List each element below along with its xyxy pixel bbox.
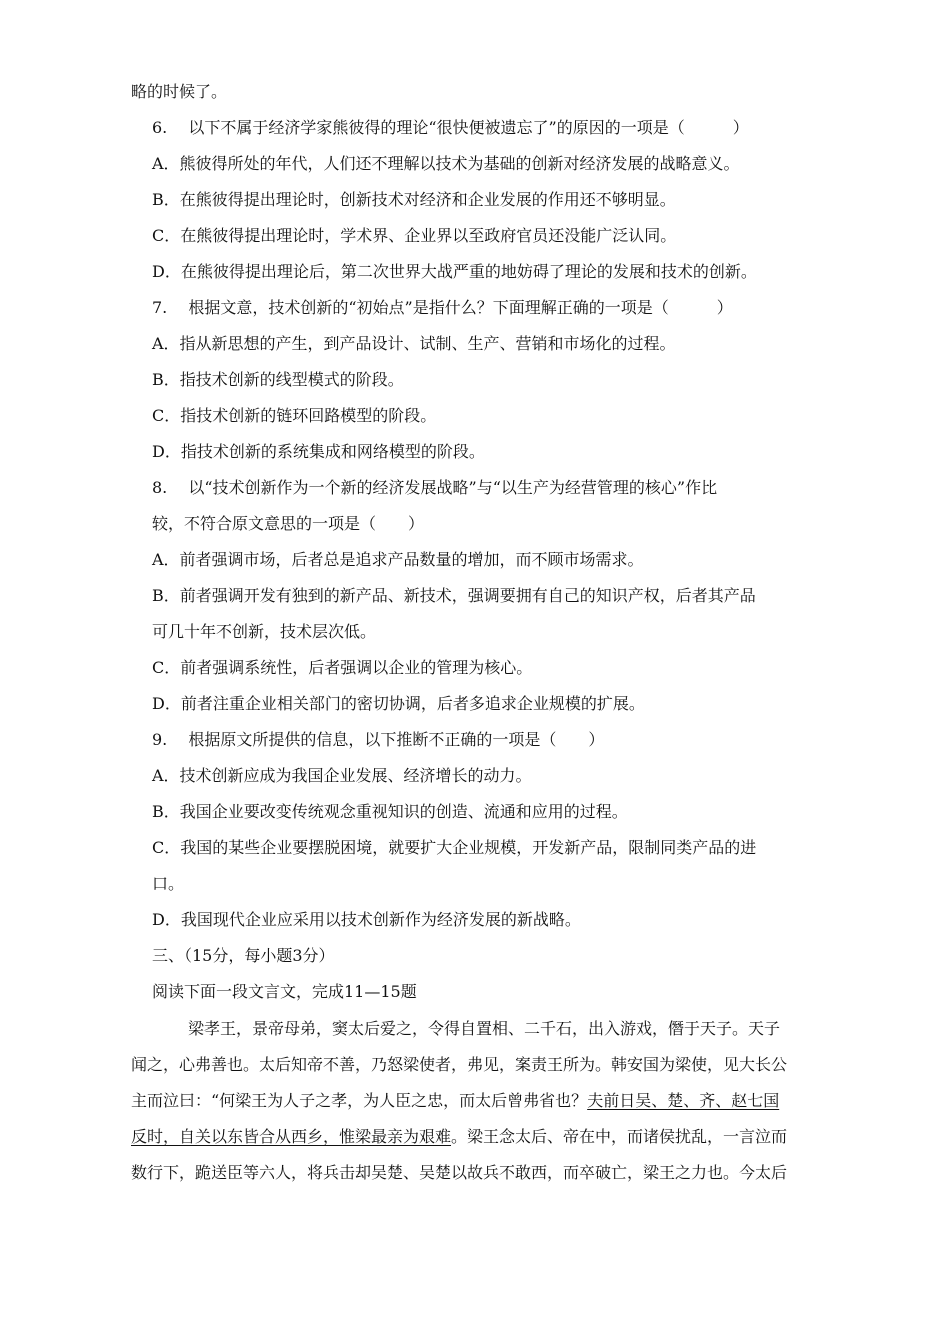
question-8-option-d: D．前者注重企业相关部门的密切协调，后者多追求企业规模的扩展。 [152, 694, 645, 713]
question-7-option-b: B．指技术创新的线型模式的阶段。 [152, 370, 404, 389]
question-9-stem: 9. 根据原文所提供的信息，以下推断不正确的一项是（ ） [152, 730, 605, 749]
question-8-stem-cont: 较，不符合原文意思的一项是（ ） [152, 514, 425, 533]
passage-line-2: 闻之，心弗善也。太后知帝不善，乃怒梁使者，弗见，案责王所为。韩安国为梁使，见大长公 [131, 1055, 788, 1074]
question-9-option-a: A．技术创新应成为我国企业发展、经济增长的动力。 [152, 766, 532, 785]
question-7-stem: 7. 根据文意，技术创新的“初始点”是指什么？下面理解正确的一项是（ ） [152, 298, 733, 317]
section-3-heading: 三、（15分，每小题3分） [152, 946, 335, 965]
text-line-continuation: 略的时候了。 [131, 82, 228, 101]
question-6-option-a: A．熊彼得所处的年代，人们还不理解以技术为基础的创新对经济发展的战略意义。 [152, 154, 740, 173]
question-7-option-d: D．指技术创新的系统集成和网络模型的阶段。 [152, 442, 485, 461]
passage-line-4 [131, 1127, 787, 1147]
underlined-sentence-part-2: 反时，自关以东皆合从西乡，惟梁最亲为艰难 [131, 1127, 452, 1146]
section-3-instruction: 阅读下面一段文言文，完成11—15题 [152, 982, 417, 1001]
question-8-option-a: A．前者强调市场，后者总是追求产品数量的增加，而不顾市场需求。 [152, 550, 644, 569]
question-8-option-b-cont: 可几十年不创新，技术层次低。 [152, 622, 377, 641]
question-9-option-d: D．我国现代企业应采用以技术创新作为经济发展的新战略。 [152, 910, 581, 929]
question-9-option-c: C．我国的某些企业要摆脱困境，就要扩大企业规模，开发新产品，限制同类产品的进 [152, 838, 757, 857]
passage-line-1: 梁孝王，景帝母弟，窦太后爱之，令得自置相、二千石，出入游戏，僭于天子。天子 [188, 1019, 781, 1038]
passage-line-5: 数行下，跪送臣等六人，将兵击却吴楚、吴楚以故兵不敢西，而卒破亡，梁王之力也。今太后 [131, 1163, 788, 1182]
question-6-option-d: D．在熊彼得提出理论后，第二次世界大战严重的地妨碍了理论的发展和技术的创新。 [152, 262, 757, 281]
question-6-option-c: C．在熊彼得提出理论时，学术界、企业界以至政府官员还没能广泛认同。 [152, 226, 677, 245]
question-9-option-b: B．我国企业要改变传统观念重视知识的创造、流通和应用的过程。 [152, 802, 628, 821]
passage-line-3-text: 主而泣曰：“何梁王为人子之孝，为人臣之忠，而太后曾弗省也？ [131, 1091, 588, 1110]
question-8-option-b: B．前者强调开发有独到的新产品、新技术，强调要拥有自己的知识产权，后者其产品 [152, 586, 756, 605]
passage-line-3 [131, 1091, 779, 1111]
question-8-option-c: C．前者强调系统性，后者强调以企业的管理为核心。 [152, 658, 533, 677]
question-7-option-c: C．指技术创新的链环回路模型的阶段。 [152, 406, 437, 425]
question-9-option-c-cont: 口。 [152, 874, 185, 893]
question-8-stem: 8. 以“技术创新作为一个新的经济发展战略”与“以生产为经营管理的核心”作比 [152, 478, 718, 497]
question-7-option-a: A．指从新思想的产生，到产品设计、试制、生产、营销和市场化的过程。 [152, 334, 676, 353]
question-6-option-b: B．在熊彼得提出理论时，创新技术对经济和企业发展的作用还不够明显。 [152, 190, 676, 209]
underlined-sentence-part-1: 夫前日吴、楚、齐、赵七国 [587, 1091, 780, 1110]
question-6-stem: 6. 以下不属于经济学家熊彼得的理论“很快便被遗忘了”的原因的一项是（ ） [152, 118, 749, 137]
passage-line-4-text: 。梁王念太后、帝在中，而诸侯扰乱，一言泣而 [451, 1127, 788, 1146]
